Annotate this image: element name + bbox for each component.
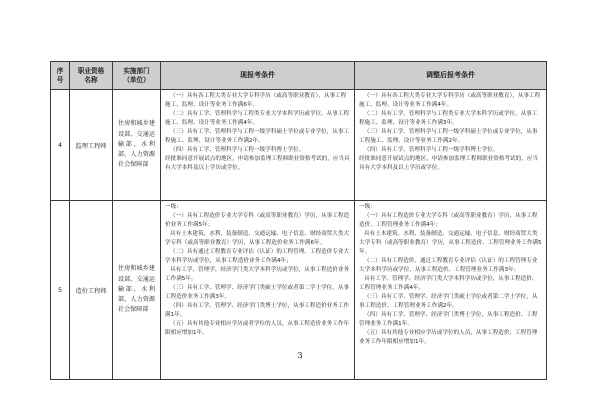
condition-item: 经批准同意开展试点的地区，申请参加监理工程师职业资格考试的，应当具有大学本科及以上学历或学位。	[359, 155, 539, 171]
table-header-row	[51, 62, 547, 90]
condition-item: 一级：	[359, 203, 376, 210]
condition-item: （二）具有工程造价、通过工程教育专业评估（认证）的工程管理专业大学本科学历或学位，从事工程造价、工程管理业务工作满3年；	[359, 257, 538, 273]
department: 住房和城乡建设部、交通运输部、水利部、人力资源社会保障部	[113, 201, 161, 380]
condition-item: （四）具有工学、管理科学与工程一级学科博士学位。	[364, 146, 499, 153]
adjusted-conditions	[355, 90, 547, 201]
page-number: 3	[297, 351, 303, 361]
condition-item: （四）具有工学、管理科学与工程一级学科博士学位。	[170, 146, 305, 153]
header-adjusted-conditions: 调整后报考条件	[355, 62, 547, 90]
department: 住房和城乡建设部、交通运输部、水利部、人力资源社会保障部	[113, 90, 161, 201]
header-current-conditions: 现报考条件	[161, 62, 355, 90]
condition-item: （一）具有工程造价专业大学专科（或高等职业教育）学历，从事工程造价、工程管理业务工作满4年；	[359, 212, 538, 228]
condition-item: （四）具有工学、管理学、经济学门类博士学位，从事工程造价业务工作满1年。	[165, 303, 350, 319]
qualification-name: 监理工程师	[70, 90, 113, 201]
condition-item: （二）具有工学、管理科学与工程类专业大学本科学历或学位，从事工程施工、监理、设计等业务工作满4年。	[165, 110, 350, 126]
condition-item: （三）具有工学、管理学、经济学门类硕士学位或者第二学士学位，从事工程造价业务工作满3年。	[165, 284, 350, 300]
condition-item: （一）具有各工程大类专业大学专科学历（或高等职业教育），从事工程施工、监理、设计等业务工作满6年。	[165, 92, 347, 108]
qualification-name: 造价工程师	[70, 201, 113, 380]
condition-item: （一）具有工程造价专业大学专科（或高等职业教育）学历，从事工程造价业务工作满5年；	[165, 212, 350, 228]
condition-item: 一级：	[165, 203, 182, 210]
condition-item: （一）具有各工程大类专业大学专科学历（或高等职业教育），从事工程施工、监理、设计等业务工作满4年。	[359, 92, 541, 108]
condition-item: （二）具有通过工程教育专业评估（认证）的工程管理、工程造价专业大学本科学历或学位，从事工程造价业务工作满4年；	[165, 248, 350, 264]
header-no: 序 号	[51, 62, 70, 90]
condition-item: （三）具有工学、管理科学与工程一级学科硕士学位或专业学位，从事工程施工、监理、设计等业务工作满2年。	[359, 128, 538, 144]
current-conditions	[161, 90, 355, 201]
header-department: 实施部门 （单位）	[113, 62, 161, 90]
condition-item: 具有土木建筑、水利、装备制造、交通运输、电子信息、财经商贸大类大学专科（或高等职业教育）学历，从事工程造价业务工作满6年。	[165, 230, 350, 246]
condition-item: （五）具有其他专业相应学历或者学位的人员，从事工程造价业务工作年限相应增加1年。	[165, 321, 350, 337]
table-row	[51, 90, 547, 201]
qualification-table	[50, 61, 547, 380]
header-qualification: 职业资格 名称	[70, 62, 113, 90]
condition-item: （二）具有工学、管理科学与工程类专业大学本科学历或学位，从事工程施工、监理、设计等业务工作满3年。	[359, 110, 538, 126]
condition-item: （三）具有工学、管理科学与工程一级学科硕士学位或专业学位，从事工程施工、监理、设计等业务工作满2年。	[165, 128, 350, 144]
row-number: 5	[51, 201, 70, 380]
condition-item: （三）具有工学、管理学、经济学门类硕士学位或者第二学士学位，从事工程造价、工程管理业务工作满2年。	[359, 293, 538, 310]
condition-item: 具有土木建筑、水利、装备制造、交通运输、电子信息、财经商贸大类大学专科（或高等职业教育）学历，从事工程造价、工程管理业务工作满5年。	[359, 230, 542, 255]
condition-item: 具有工学、管理学、经济学门类大学本科学历或学位，从事工程造价业务工作满5年。	[165, 266, 350, 282]
condition-item: （五）具有其他专业相应学历或学位的人员，从事工程造价、工程管理业务工作年限相应增加1年。	[359, 330, 538, 346]
row-number: 4	[51, 90, 70, 201]
condition-item: 经批准同意开展试点的地区，申请参加监理工程师职业资格考试的，应当具有大学本科及以上学历或学位。	[165, 155, 350, 171]
condition-item: （四）具有工学、管理学、经济学门类博士学位，从事工程造价、工程管理业务工作满1年。	[359, 312, 538, 328]
condition-item: 具有工学、管理学、经济学门类大学本科学历或学位，从事工程造价、工程管理业务工作满4年。	[359, 275, 538, 291]
